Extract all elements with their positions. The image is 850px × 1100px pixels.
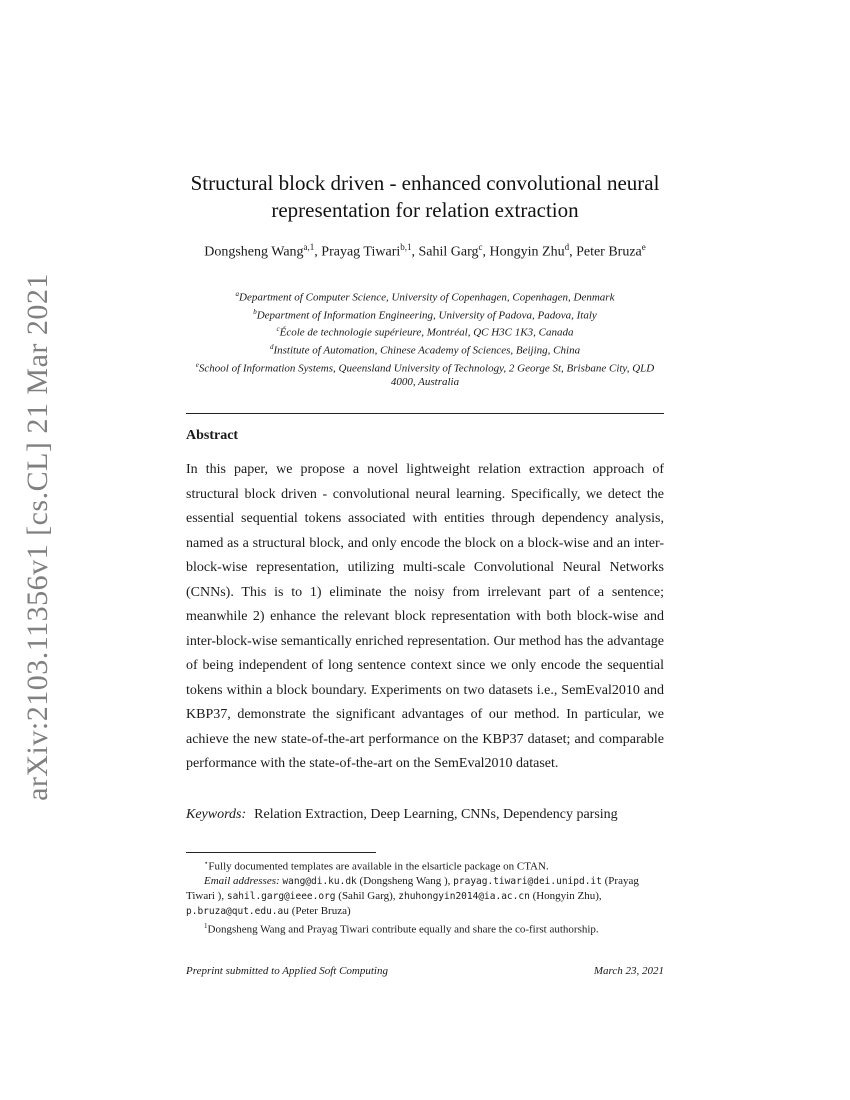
author-affil-mark: c	[478, 242, 483, 252]
footnote-1: $^1$Dongsheng Wang and Prayag Tiwari contribute equally and share the co-first authorship.	[204, 922, 599, 937]
email-link[interactable]: sahil.garg@ieee.org	[226, 891, 336, 903]
keywords-line	[186, 807, 664, 823]
author: Peter Bruza	[576, 244, 642, 260]
email-link[interactable]: zhuhongyin2014@ia.ac.cn	[398, 891, 530, 903]
author-list: Dongsheng Wang$^{a,1}$, Prayag Tiwari$^{b,1}$, Sahil Garg$^c$, Hongyin Zhu$^d$, Peter Bruza$^e$	[204, 242, 646, 260]
author-affil-mark: d	[564, 242, 570, 252]
author: Sahil Garg	[418, 244, 479, 260]
email-link[interactable]: prayag.tiwari@dei.unipd.it	[453, 875, 602, 887]
footnote-emails: Email addresses: wang@di.ku.dk (Dongsheng Wang ), prayag.tiwari@dei.unipd.it (Prayag Tiwari ), sahil.garg@ieee.org (Sahil Garg), zhuhongyin2014@ia.ac.cn (Hongyin Zhu), p.bruza@qut.edu.au (Peter Bruza)	[186, 874, 639, 918]
keywords-text: Relation Extraction, Deep Learning, CNNs, Dependency parsing	[254, 807, 618, 822]
footnotes	[186, 856, 664, 937]
footnote-divider	[186, 852, 376, 853]
affiliation: $^b$Department of Information Engineering, University of Padova, Padova, Italy	[253, 307, 597, 322]
author-affil-mark: b,1	[400, 242, 412, 252]
author: Prayag Tiwari	[321, 244, 401, 260]
paper-title: Structural block driven - enhanced convolutional neural representation for relation extraction	[190, 171, 660, 222]
arxiv-identifier: arXiv:2103.11356v1 [cs.CL] 21 Mar 2021	[21, 273, 55, 801]
email-link[interactable]: p.bruza@qut.edu.au	[186, 906, 289, 918]
affiliation-list	[186, 287, 664, 389]
footnote-star: ⋆Fully documented templates are available in the elsarticle package on CTAN.	[204, 859, 549, 873]
preprint-date: March 23, 2021	[593, 965, 664, 977]
author: Hongyin Zhu	[489, 244, 565, 260]
affiliation: $^e$School of Information Systems, Queensland University of Technology, 2 George St, Brisbane City, QLD 4000, Australia	[195, 360, 655, 389]
arxiv-sidebar-stamp	[12, 273, 64, 801]
affiliation: $^a$Department of Computer Science, University of Copenhagen, Copenhagen, Denmark	[235, 290, 615, 304]
abstract-text: In this paper, we propose a novel lightweight relation extraction approach of structural block driven - convolutional neural learning. Specifically, we detect the essential sequential tokens associated with entities through dependency analysis, named as a structural block, and only encode the block on a block-wise and an inter-block-wise representation, utilizing multi-scale Convolutional Neural Networks (CNNs). This is to 1) eliminate the noisy from irrelevant part of a sentence; meanwhile 2) enhance the relevant block representation with both block-wise and inter-block-wise semantically enriched representation. Our method has the advantage of being independent of long sentence context since we only encode the sequential tokens within a block boundary. Experiments on two datasets i.e., SemEval2010 and KBP37, demonstrate the significant advantages of our method. In particular, we achieve the new state-of-the-art performance on the KBP37 dataset; and comparable performance with the state-of-the-art on the SemEval2010 dataset.	[186, 462, 664, 771]
section-divider	[186, 413, 664, 414]
keywords-label: Keywords:	[186, 807, 247, 822]
affiliation: $^c$École de technologie supérieure, Montréal, QC H3C 1K3, Canada	[276, 325, 574, 339]
author: Dongsheng Wang	[204, 244, 304, 260]
abstract-heading: Abstract	[186, 428, 239, 443]
preprint-note: Preprint submitted to Applied Soft Computing	[186, 965, 388, 977]
author-affil-mark: e	[641, 242, 646, 252]
author-affil-mark: a,1	[303, 242, 315, 252]
email-label: Email addresses:	[204, 874, 280, 887]
email-link[interactable]: wang@di.ku.dk	[282, 875, 357, 887]
affiliation: $^d$Institute of Automation, Chinese Academy of Sciences, Beijing, China	[269, 342, 581, 357]
